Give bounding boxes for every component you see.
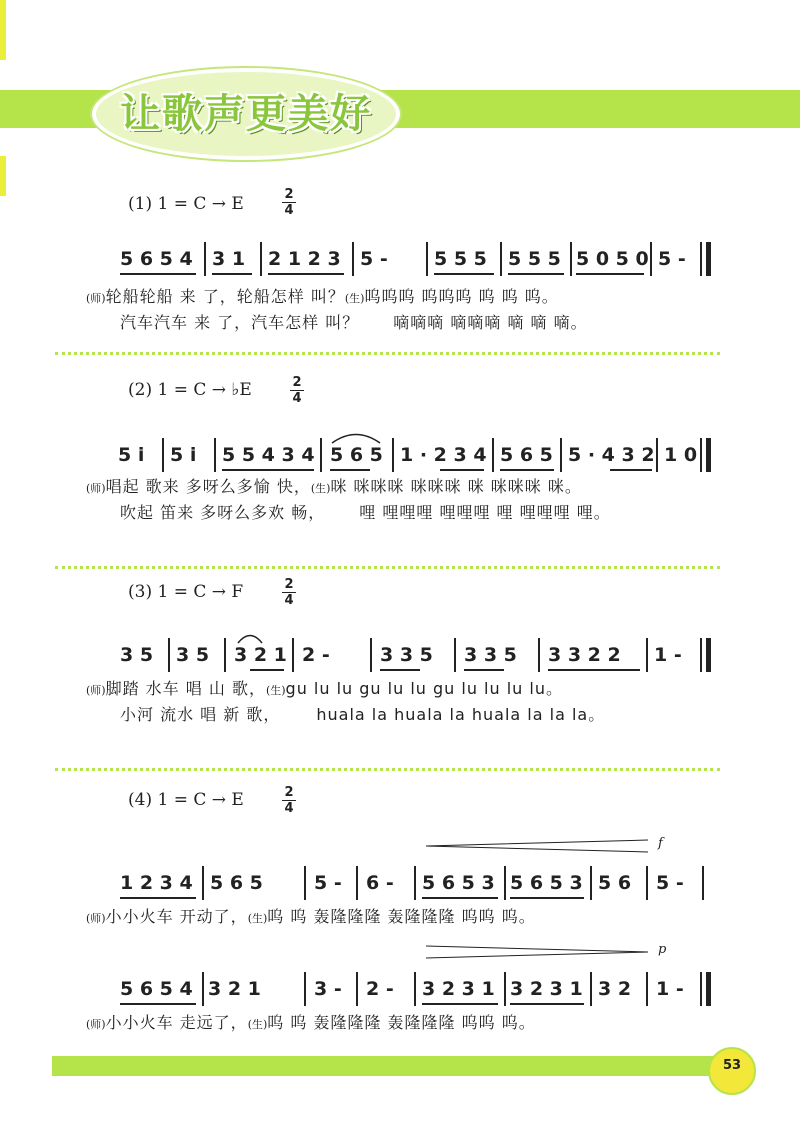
note-group: 3 5 [120,644,154,666]
notation-line [0,978,800,1008]
lyric-text: 呜呜呜 呜呜呜 呜 呜 呜。 [364,287,559,306]
note-group: 5 - [314,872,342,894]
lyric-text: 哩 哩哩哩 哩哩哩 哩 哩哩哩 哩。 [359,503,611,522]
lyric-text: 呜 呜 轰隆隆隆 轰隆隆隆 呜呜 呜。 [267,1013,536,1032]
note-group: 3 3 2 2 [548,644,621,666]
barline [370,638,372,672]
barline [352,242,354,276]
barline [392,438,394,472]
final-barline [706,638,711,672]
note-group: 2 - [302,644,330,666]
barline [646,638,648,672]
beam [440,469,484,471]
note-group: 3 2 3 1 [422,978,495,1000]
role-label: (师) [86,292,106,305]
beam [576,273,644,275]
page-number: 53 [722,1058,742,1073]
note-group: 5 5 5 [434,248,487,270]
left-edge-accent [0,0,6,60]
decrescendo-mark [424,944,650,960]
note-group: 1 · 2 3 4 [400,444,487,466]
time-top: 2 [284,785,294,800]
note-group: 5 - [360,248,388,270]
time-bottom: 4 [284,203,294,218]
lyric-line [86,284,559,307]
beam [510,1003,584,1005]
time-bottom: 4 [284,593,294,608]
lyric-line [86,904,536,927]
lyric-text: huala la huala la huala la la la。 [316,705,606,724]
note-group: 3 3 5 [380,644,433,666]
note-group: 3 2 3 1 [510,978,583,1000]
barline [304,866,306,900]
barline [214,438,216,472]
time-signature [290,376,304,405]
note-group: 5 6 5 4 [120,978,193,1000]
note-group: 5 6 5 [330,444,383,466]
note-group: 5 6 5 3 [422,872,495,894]
beam [120,273,196,275]
lyric-text: 小小火车 开动了， [105,907,248,926]
barline [454,638,456,672]
barline [414,972,416,1006]
barline [320,438,322,472]
key-signature: (2) 1 = C → ♭E [128,380,252,400]
time-bottom: 4 [284,801,294,816]
barline [414,866,416,900]
section-divider [55,352,720,355]
beam [212,273,252,275]
footer-band [52,1056,732,1076]
barline [700,438,702,472]
role-label: (师) [86,482,106,495]
barline [646,866,648,900]
lyric-line [120,702,605,725]
barline [202,866,204,900]
barline [356,972,358,1006]
beam [380,669,420,671]
page-title: 让歌声更美好 [120,91,372,137]
barline [590,972,592,1006]
barline [504,866,506,900]
time-signature [282,786,296,815]
lyric-line [86,676,563,699]
key-signature: (1) 1 = C → E [128,194,244,214]
role-label: (生) [247,912,268,925]
note-group: 5 - [658,248,686,270]
notation-line [0,644,800,674]
role-label: (师) [86,1018,106,1031]
lyric-text: 小河 流水 唱 新 歌， [120,705,281,724]
barline [500,242,502,276]
note-group: 3 3 5 [464,644,517,666]
barline [224,638,226,672]
lyric-line [120,310,588,333]
note-group: 2 - [366,978,394,1000]
barline [538,638,540,672]
note-group: 5 i [118,444,145,466]
note-group: 1 - [656,978,684,1000]
beam [464,669,504,671]
lyric-text: 唱起 歌来 多呀么多愉 快， [105,477,311,496]
beam [500,469,554,471]
note-group: 5 6 5 4 [120,248,193,270]
lyric-text: 咪 咪咪咪 咪咪咪 咪 咪咪咪 咪。 [330,477,582,496]
barline [202,972,204,1006]
lyric-text: 轮船轮船 来 了，轮船怎样 叫？ [105,287,345,306]
lyric-line [120,500,611,523]
note-group: 3 - [314,978,342,1000]
role-label: (师) [86,684,106,697]
barline [168,638,170,672]
barline [570,242,572,276]
barline [700,638,702,672]
beam [120,897,196,899]
time-signature [282,578,296,607]
notation-line [0,872,800,902]
slur-mark [236,630,264,644]
barline [590,866,592,900]
key-signature: (3) 1 = C → F [128,582,244,602]
final-barline [706,972,711,1006]
beam [222,469,314,471]
note-group: 3 2 1 [208,978,261,1000]
barline [292,638,294,672]
beam [510,897,584,899]
note-group: 3 1 [212,248,246,270]
note-group: 1 0 [664,444,698,466]
time-bottom: 4 [292,391,302,406]
barline [700,242,702,276]
final-barline [706,242,711,276]
dynamic-forte: f [658,836,663,851]
note-group: 3 2 1 [234,644,287,666]
notation-line [0,444,800,474]
barline [356,866,358,900]
beam [610,469,652,471]
note-group: 5 6 5 [500,444,553,466]
section-divider [55,566,720,569]
final-barline [706,438,711,472]
lyric-text: 小小火车 走远了， [105,1013,248,1032]
barline [702,866,704,900]
note-group: 1 2 3 4 [120,872,193,894]
note-group: 5 - [656,872,684,894]
barline [426,242,428,276]
beam [434,273,494,275]
barline [204,242,206,276]
role-label: (师) [86,912,106,925]
note-group: 5 5 5 [508,248,561,270]
note-group: 5 6 5 3 [510,872,583,894]
barline [304,972,306,1006]
beam [548,669,640,671]
barline [656,438,658,472]
barline [492,438,494,472]
note-group: 2 1 2 3 [268,248,341,270]
barline [504,972,506,1006]
role-label: (生) [265,684,286,697]
barline [650,242,652,276]
lyric-text: 呜 呜 轰隆隆隆 轰隆隆隆 呜呜 呜。 [267,907,536,926]
time-top: 2 [284,187,294,202]
beam [422,897,498,899]
note-group: 5 5 4 3 4 [222,444,315,466]
dynamic-piano: p [658,942,667,957]
note-group: 5 6 5 [210,872,263,894]
role-label: (生) [310,482,331,495]
time-top: 2 [284,577,294,592]
note-group: 3 5 [176,644,210,666]
left-edge-accent [0,156,6,196]
section-divider [55,768,720,771]
beam [120,1003,196,1005]
note-group: 5 i [170,444,197,466]
lyric-text: gu lu lu gu lu lu gu lu lu lu lu。 [285,679,563,698]
note-group: 3 2 [598,978,632,1000]
barline [560,438,562,472]
note-group: 1 - [654,644,682,666]
role-label: (生) [344,292,365,305]
lyric-text: 汽车汽车 来 了，汽车怎样 叫？ [120,313,360,332]
note-group: 5 0 5 0 [576,248,649,270]
beam [330,469,370,471]
notation-line [0,248,800,278]
lyric-line [86,1010,536,1033]
time-signature [282,188,296,217]
slur-mark [330,430,382,444]
beam [422,1003,498,1005]
barline [162,438,164,472]
beam [508,273,564,275]
note-group: 5 · 4 3 2 [568,444,655,466]
role-label: (生) [247,1018,268,1031]
key-signature: (4) 1 = C → E [128,790,244,810]
time-top: 2 [292,375,302,390]
lyric-text: 脚踏 水车 唱 山 歌， [105,679,266,698]
barline [646,972,648,1006]
note-group: 5 6 [598,872,632,894]
barline [700,972,702,1006]
beam [268,273,344,275]
lyric-text: 嘀嘀嘀 嘀嘀嘀 嘀 嘀 嘀。 [393,313,588,332]
note-group: 6 - [366,872,394,894]
lyric-line [86,474,582,497]
lyric-text: 吹起 笛来 多呀么多欢 畅， [120,503,326,522]
beam [250,669,284,671]
barline [260,242,262,276]
crescendo-mark [424,838,650,854]
